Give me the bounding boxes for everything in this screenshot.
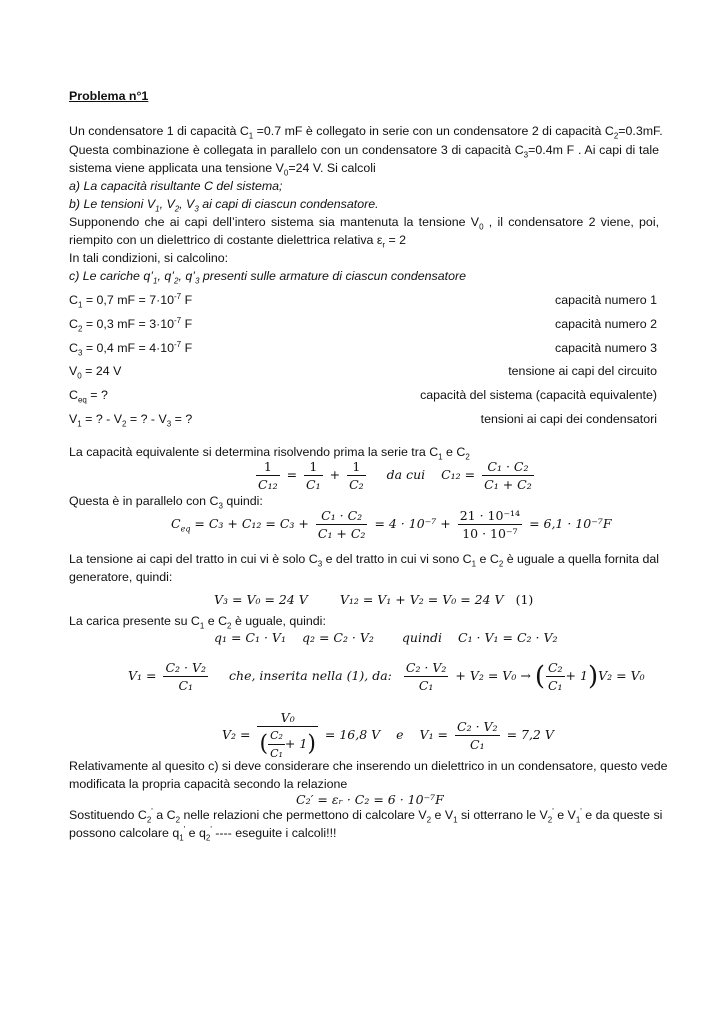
question-b: b) Le tensioni $V_1$, $V_2$, $V_3$ ai capi di ciascun condensatore. xyxy=(69,197,379,214)
data-row-value: $C_1 = 0,7$ mF = $7\cdot 10^{-7}$ F xyxy=(69,291,193,310)
solution-paragraph-5: Relativamente al quesito c) si deve considerare che inserendo un dielettrico in un condensatore, questo vede xyxy=(69,759,668,773)
conditions-line: In tali condizioni, si calcolino: xyxy=(69,251,229,265)
question-a: a) La capacità risultante C del sistema; xyxy=(69,179,283,193)
equation-dielectric: C₂′ = εᵣ · C₂ = 6 · 10⁻⁷F xyxy=(296,792,444,807)
equation-v1-substitution: V₁ = $\frac{\text{C₂ · V₂}}{\text{C₁}}$ che, inserita nella (1), da: $\frac{\text{C₂ · V₂}}{\text{C₁}}$ + V₂ = V₀ → ( $\frac{\text{C₂}}{\text{C₁}}$ + 1)V₂ = V₀ xyxy=(128,660,645,693)
equation-voltages: V₃ = V₀ = 24 V V₁₂ = V₁ + V₂ = V₀ = 24 V (1) xyxy=(214,592,534,607)
data-row-description: capacità numero 1 xyxy=(555,293,657,307)
question-c: c) Le cariche $q’_1$, $q’_2$, $q’_3$ presenti sulle armature di ciascun condensatore xyxy=(69,269,466,286)
data-row xyxy=(69,341,657,357)
data-row-voltages xyxy=(69,412,657,428)
solution-paragraph-5b: modificata la propria capacità secondo la relazione xyxy=(69,777,348,791)
data-row xyxy=(69,388,657,404)
problem-title: Problema n°1 xyxy=(69,89,149,103)
solution-paragraph-3: La tensione ai capi del tratto in cui vi è solo $C_3$ e del tratto in cui vi sono $C_1$ e $C_2$ è uguale a quella fornita dal xyxy=(69,552,659,569)
data-row-description: tensioni ai capi dei condensatori xyxy=(480,412,657,426)
solution-paragraph-6b: possono calcolare $q_1'$ e $q_2'$ ---- eseguite i calcoli!!! xyxy=(69,824,337,843)
equation-equivalent: $C_{eq} = C_3 + C_{12} = C_3$ + $\frac{\text{C₁ · C₂}}{\text{C₁ + C₂}}$ = 4 · 10⁻⁷ + $\frac{\text{21 · 10⁻¹⁴}}{\text{10 · 10⁻⁷}}$ = 6,1 · 10⁻⁷F xyxy=(171,508,612,541)
data-row xyxy=(69,364,657,380)
data-row-description: capacità numero 2 xyxy=(555,317,657,331)
data-row xyxy=(69,293,657,309)
solution-paragraph-1: La capacità equivalente si determina risolvendo prima la serie tra $C_1$ e $C_2$ xyxy=(69,445,470,462)
data-row xyxy=(69,317,657,333)
data-row-description: capacità numero 3 xyxy=(555,341,657,355)
data-row-value: $C_3 = 0,4$ mF = $4\cdot 10^{-7}$ F xyxy=(69,339,193,358)
equation-charges: q₁ = C₁ · V₁ q₂ = C₂ · V₂ quindi C₁ · V₁ = C₂ · V₂ xyxy=(214,630,558,645)
solution-paragraph-2: Questa è in parallelo con $C_3$ quindi: xyxy=(69,494,263,511)
intro-line-3: sistema viene applicata una tensione $V_0=24$ V. Si calcoli xyxy=(69,161,376,178)
intro-line-2: Questa combinazione è collegata in parallelo con un condensatore 3 di capacità $C_3=0.4m$ F . Ai capi di tale xyxy=(69,143,660,160)
data-row-description: tensione ai capi del circuito xyxy=(508,364,657,378)
data-row-value: $V_1$ = ? - $V_2$ = ? - $V_3$ = ? xyxy=(69,412,193,429)
solution-paragraph-3b: generatore, quindi: xyxy=(69,570,173,584)
data-row-value: $C_2 = 0,3$ mF = $3\cdot 10^{-7}$ F xyxy=(69,315,193,334)
equation-series: $\frac{1}{\text{C₁₂}}$ = $\frac{1}{\text{C₁}}$ + $\frac{1}{\text{C₂}}$ da cui C₁₂ = $\frac{\text{C₁ · C₂}}{\text{C₁ + C₂}}$ xyxy=(258,459,532,492)
solution-paragraph-4: La carica presente su $C_1$ e $C_2$ è uguale, quindi: xyxy=(69,614,326,631)
data-row-value: $V_0 = 24$ V xyxy=(69,364,122,381)
solution-paragraph-6: Sostituendo $C_2'$ a $C_2$ nelle relazioni che permettono di calcolare $V_2$ e $V_1$ si otterrano le $V_2'$ e $V_1'$ e da queste si xyxy=(69,806,663,825)
equation-results: V₂ = V₀ ( $\frac{\text{C₂}}{\text{C₁}}$ + 1) = 16,8 V e V₁ = $\frac{\text{C₂ · V₂}}{\text{C₁}}$ = 7,2 V xyxy=(222,710,554,760)
intro-line-1: Un condensatore 1 di capacità $C_1 =0.7$ mF è collegato in serie con un condensatore 2 di capacità $C_2=0.3mF$. xyxy=(69,124,663,141)
data-row-value: $C_{eq}$ = ? xyxy=(69,388,108,405)
assumption-line-1: Supponendo che ai capi dell’intero sistema sia mantenuta la tensione $V_0$ , il condensatore 2 viene, poi, xyxy=(69,215,660,232)
data-row-description: capacità del sistema (capacità equivalente) xyxy=(420,388,657,402)
assumption-line-2: riempito con un dielettrico di costante dielettrica relativa $\varepsilon_r = 2$ xyxy=(69,233,407,250)
